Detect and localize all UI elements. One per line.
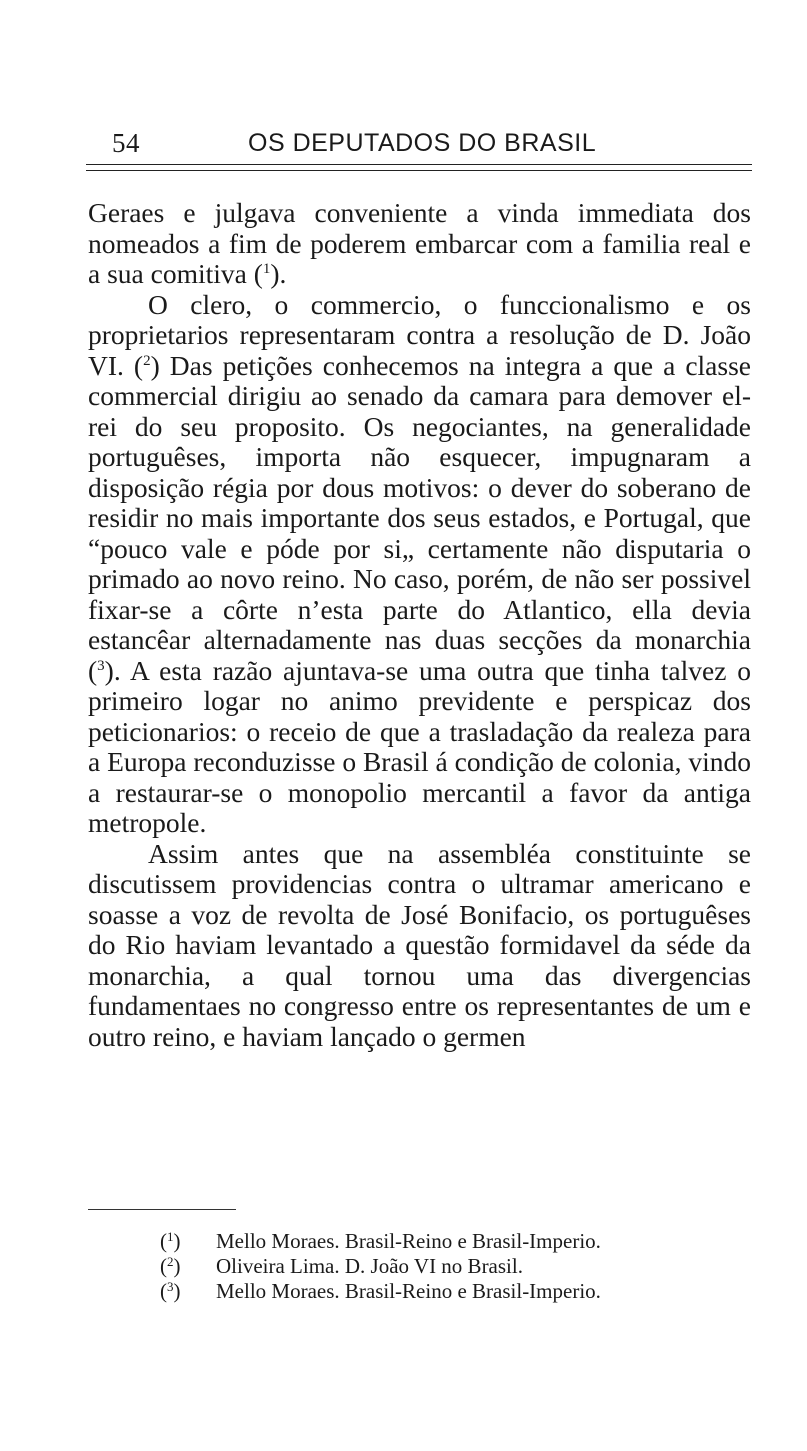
header-rule-top (86, 164, 752, 165)
paragraph-text: Geraes e julgava conveniente a vinda immediata dos nomeados a fim de poderem embarcar com a familia real e a sua comitiva ( (88, 197, 751, 289)
paragraph-text: ) Das petições conhecemos na integra a que a classe commercial dirigiu ao senado da camara para demover el-rei do seu proposito. Os negociantes, na generalidade portuguêses, importa não esquecer, impugnaram a disposição régia por dous motivos: o dever do soberano de residir no mais importante dos seus estados, e Portugal, que “pouco vale e póde por si„ certamente não disputaria o primado ao novo reino. No caso, porém, de não ser possivel fixar-se a côrte n’esta parte do Atlantico, ella devia estancêar alternadamente nas duas secções da monarchia ( (88, 349, 751, 686)
paragraph-text: O clero, o commercio, o funccionalismo e os proprietarios representaram contra a resolução de D. João VI. ( (88, 288, 751, 381)
footnote-reference: 1 (262, 261, 271, 277)
paragraph (88, 839, 751, 1053)
paragraph-text: ). (270, 258, 287, 289)
footnote-marker: ($^2$) (160, 1254, 181, 1278)
footnotes (160, 1229, 760, 1304)
paragraph (88, 198, 751, 290)
footnote-text: Mello Moraes. Brasil-Reino e Brasil-Imperio. (216, 1279, 601, 1303)
header-rule-bottom (86, 170, 752, 171)
footnote-number: 1 (167, 1229, 174, 1244)
running-head (112, 128, 752, 164)
footnote-text: Mello Moraes. Brasil-Reino e Brasil-Imperio. (216, 1229, 601, 1253)
footnote-separator (88, 1209, 236, 1210)
footnote (160, 1254, 760, 1279)
footnote-number: 2 (167, 1254, 174, 1269)
footnote-marker: ($^3$) (160, 1279, 181, 1303)
footnote-number: 3 (167, 1279, 174, 1294)
paragraph (88, 290, 751, 839)
paragraph-text: ). A esta razão ajuntava-se uma outra que tinha talvez o primeiro logar no animo previdente e perspicaz dos peticionarios: o receio de que a trasladação da realeza para a Europa reconduzisse o Brasil á condição de colonia, vindo a restaurar-se o monopolio mercantil a favor da antiga metropole. (88, 654, 751, 838)
footnote-text: Oliveira Lima. D. João VI no Brasil. (216, 1254, 523, 1278)
paragraph-text: Assim antes que na assembléa constituinte se discutissem providencias contra o ultramar americano e soasse a voz de revolta de José Bonifacio, os portuguêses do Rio haviam levantado a questão formidavel da séde da monarchia, a qual tornou uma das divergencias fundamentaes no congresso entre os representantes de um e outro reino, e haviam lançado o germen (88, 837, 751, 1052)
footnote (160, 1229, 760, 1254)
footnote-marker: ($^1$) (160, 1229, 181, 1253)
footnote (160, 1279, 760, 1304)
body-text (88, 198, 751, 1052)
page-number: 54 (112, 128, 140, 158)
footnote-reference: 3 (97, 657, 105, 674)
running-title: OS DEPUTADOS DO BRASIL (248, 129, 597, 157)
footnote-reference: 2 (143, 352, 151, 369)
